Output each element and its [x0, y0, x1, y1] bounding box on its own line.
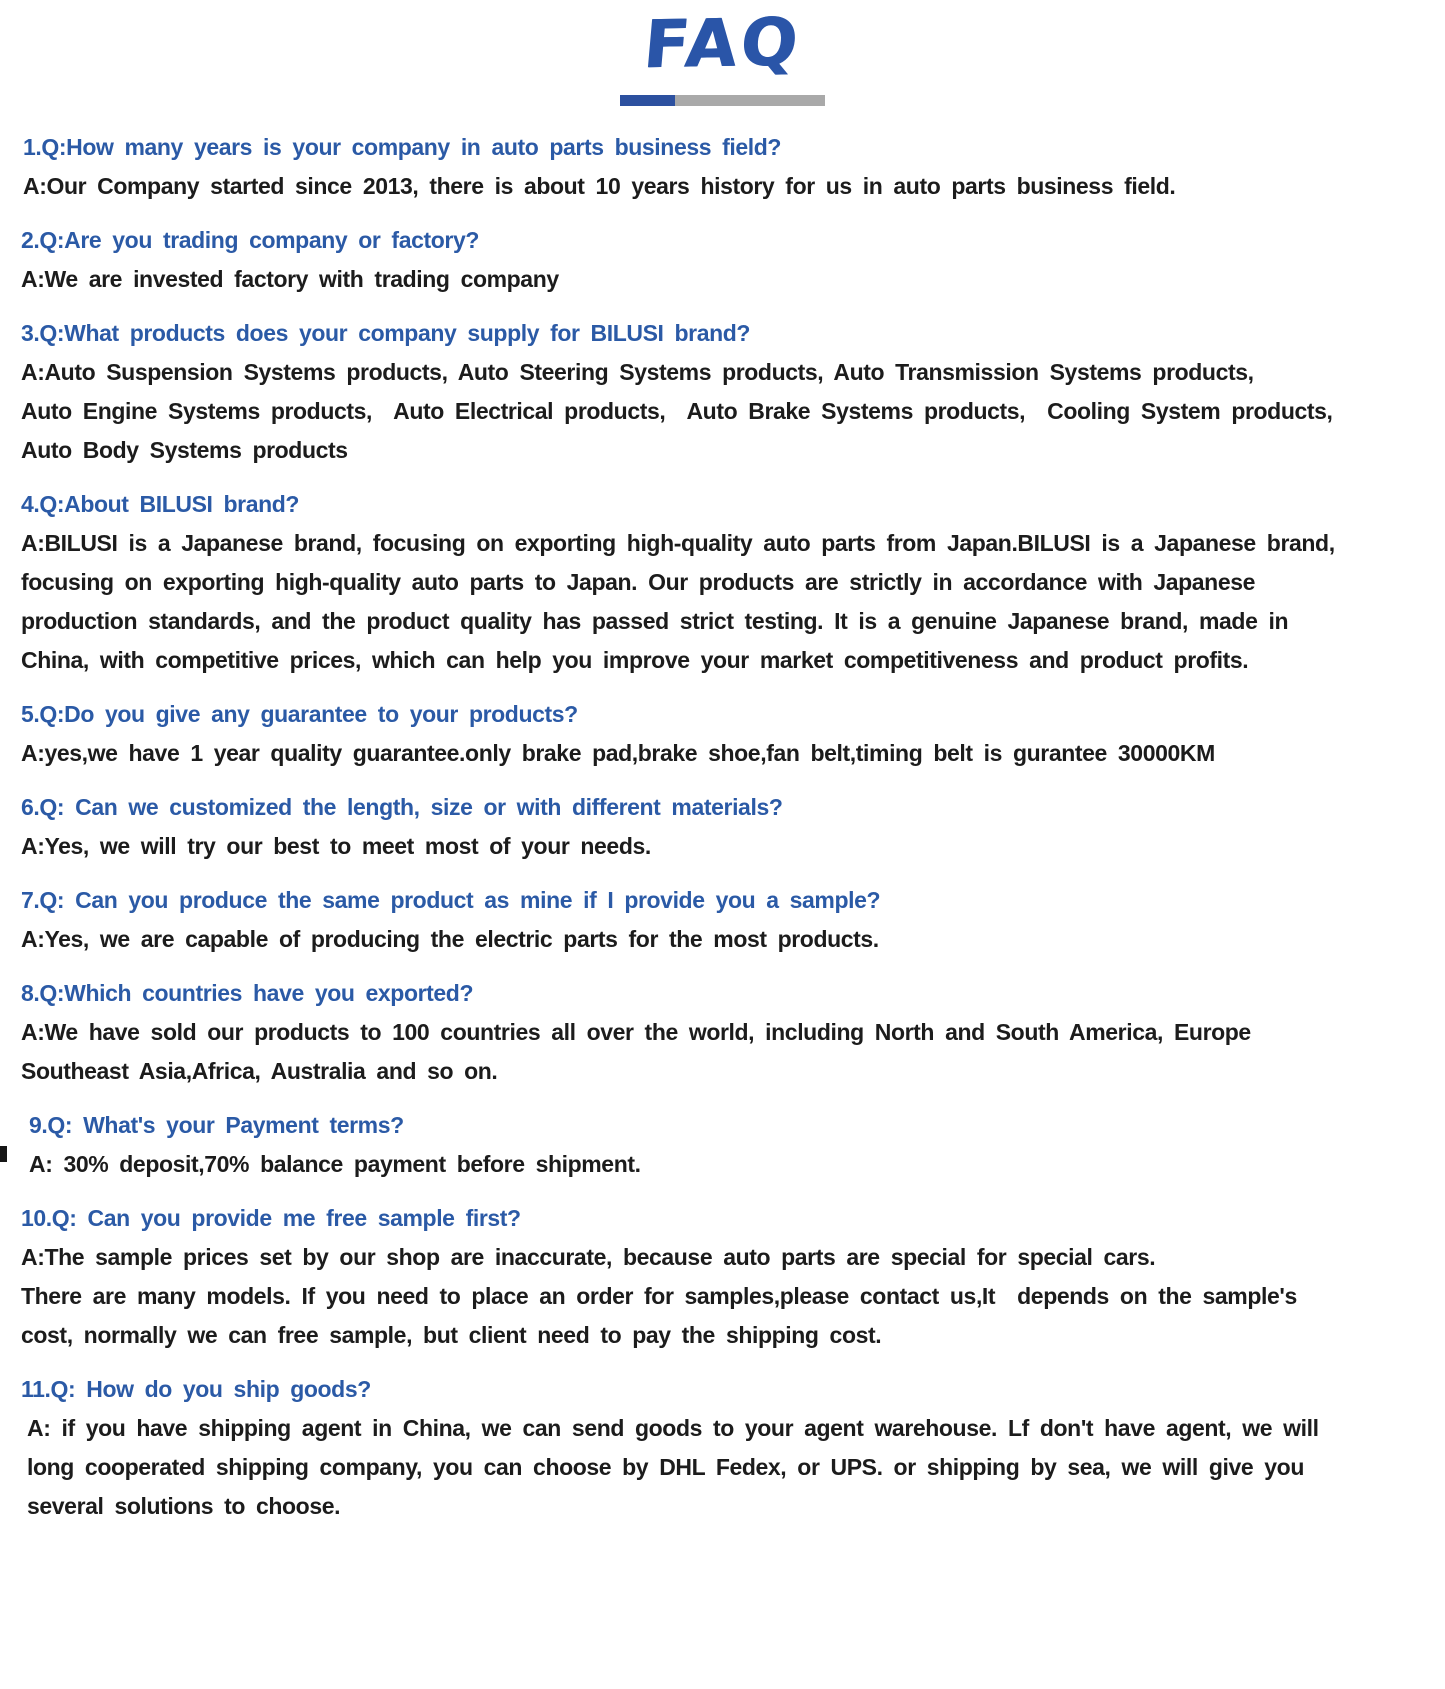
page-title: FAQ: [640, 3, 805, 84]
faq-answer-line: A:The sample prices set by our shop are inaccurate, because auto parts are special for special cars.: [21, 1243, 1156, 1270]
faq-answer-line: focusing on exporting high-quality auto parts to Japan. Our products are strictly in accordance with Japanese: [21, 568, 1256, 595]
faq-answer-line: There are many models. If you need to place an order for samples,please contact us,It depends on the sample's: [21, 1282, 1297, 1309]
faq-header: [0, 0, 1445, 106]
faq-item: [21, 485, 1427, 680]
faq-item: [21, 881, 1427, 959]
faq-answer-line: A:yes,we have 1 year quality guarantee.only brake pad,brake shoe,fan belt,timing belt is gurantee 30000KM: [21, 739, 1215, 766]
faq-answer-line: cost, normally we can free sample, but client need to pay the shipping cost.: [21, 1321, 882, 1348]
faq-question: 4.Q:About BILUSI brand?: [21, 490, 300, 517]
faq-answer-line: several solutions to choose.: [27, 1492, 341, 1519]
faq-answer-line: A:We have sold our products to 100 countries all over the world, including North and South America, Europe: [21, 1018, 1251, 1045]
scan-artifact: [0, 1146, 7, 1162]
faq-answer-line: long cooperated shipping company, you can choose by DHL Fedex, or UPS. or shipping by sea, we will give you: [27, 1453, 1304, 1480]
faq-item: [21, 1199, 1427, 1355]
faq-answer-line: A:Our Company started since 2013, there is about 10 years history for us in auto parts business field.: [23, 172, 1176, 199]
faq-item: [21, 128, 1427, 206]
faq-answer-line: A:Yes, we will try our best to meet most of your needs.: [21, 832, 651, 859]
faq-question: 5.Q:Do you give any guarantee to your products?: [21, 700, 578, 727]
underline-gray-segment: [675, 95, 825, 106]
faq-question: 9.Q: What's your Payment terms?: [29, 1111, 404, 1138]
faq-answer-line: A: 30% deposit,70% balance payment before shipment.: [29, 1150, 641, 1177]
faq-answer-line: A:BILUSI is a Japanese brand, focusing on exporting high-quality auto parts from Japan.BILUSI is a Japanese brand,: [21, 529, 1335, 556]
faq-item: [21, 788, 1427, 866]
faq-question: 7.Q: Can you produce the same product as mine if I provide you a sample?: [21, 886, 881, 913]
faq-answer-line: A: if you have shipping agent in China, we can send goods to your agent warehouse. Lf don't have agent, we will: [27, 1414, 1319, 1441]
faq-answer-line: A:Auto Suspension Systems products, Auto Steering Systems products, Auto Transmission Systems products,: [21, 358, 1254, 385]
title-underline: [620, 95, 825, 106]
faq-item: [21, 974, 1427, 1091]
faq-item: [21, 1370, 1427, 1526]
faq-question: 2.Q:Are you trading company or factory?: [21, 226, 479, 253]
faq-answer-line: Auto Body Systems products: [21, 436, 348, 463]
faq-answer-line: A:We are invested factory with trading company: [21, 265, 559, 292]
faq-item: [21, 314, 1427, 470]
faq-answer-line: production standards, and the product quality has passed strict testing. It is a genuine Japanese brand, made in: [21, 607, 1289, 634]
faq-answer-line: Auto Engine Systems products, Auto Electrical products, Auto Brake Systems products, Cooling System products,: [21, 397, 1333, 424]
faq-answer-line: China, with competitive prices, which can help you improve your market competitiveness and product profits.: [21, 646, 1249, 673]
faq-question: 10.Q: Can you provide me free sample first?: [21, 1204, 521, 1231]
underline-blue-segment: [620, 95, 675, 106]
faq-question: 3.Q:What products does your company supply for BILUSI brand?: [21, 319, 751, 346]
faq-answer-line: Southeast Asia,Africa, Australia and so on.: [21, 1057, 498, 1084]
faq-answer-line: A:Yes, we are capable of producing the electric parts for the most products.: [21, 925, 879, 952]
faq-item: [21, 221, 1427, 299]
faq-question: 8.Q:Which countries have you exported?: [21, 979, 474, 1006]
faq-question: 1.Q:How many years is your company in auto parts business field?: [23, 133, 782, 160]
faq-item: [21, 695, 1427, 773]
faq-question: 6.Q: Can we customized the length, size or with different materials?: [21, 793, 783, 820]
faq-item: [21, 1106, 1427, 1184]
faq-question: 11.Q: How do you ship goods?: [21, 1375, 371, 1402]
faq-list: [0, 128, 1445, 1526]
